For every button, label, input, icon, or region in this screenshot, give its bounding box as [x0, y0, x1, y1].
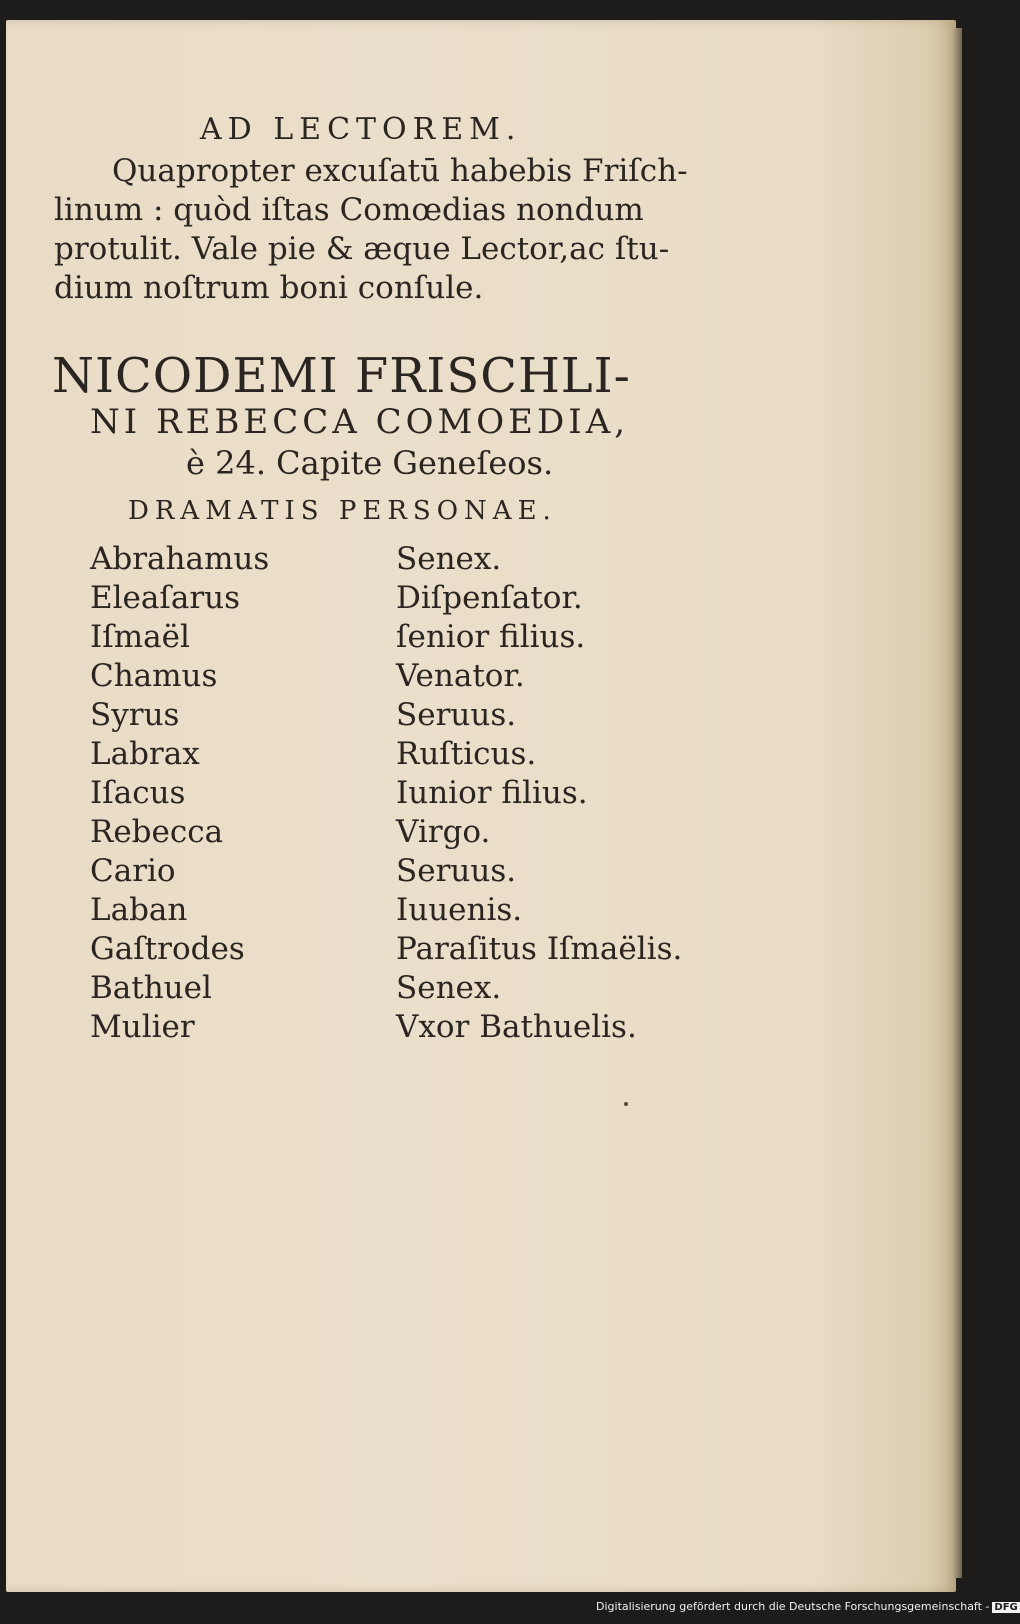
persona-name: Labrax — [90, 736, 200, 772]
persona-role: Seruus. — [396, 697, 517, 733]
dramatis-personae-heading: DRAMATIS PERSONAE. — [128, 496, 557, 526]
play-subtitle: NI REBECCA COMOEDIA, — [90, 402, 630, 442]
persona-role: Paraſitus Iſmaëlis. — [396, 931, 683, 967]
preface-paragraph — [54, 152, 688, 308]
persona-row — [90, 930, 690, 969]
persona-role: Virgo. — [396, 814, 491, 850]
persona-row — [90, 696, 690, 735]
persona-name: Chamus — [90, 658, 218, 694]
paragraph-line: Quapropter excuſatū habebis Friſch- — [112, 153, 688, 189]
persona-name: Abrahamus — [90, 541, 270, 577]
persona-role: Iunior filius. — [396, 775, 588, 811]
persona-row — [90, 579, 690, 618]
persona-name: Rebecca — [90, 814, 224, 850]
persona-name: Gaſtrodes — [90, 931, 245, 967]
dramatis-personae-list — [90, 540, 690, 1047]
persona-role: Ruſticus. — [396, 736, 537, 772]
play-title: NICODEMI FRISCHLI- — [52, 348, 631, 404]
paragraph-line: dium noſtrum boni conſule. — [54, 270, 484, 306]
persona-row — [90, 657, 690, 696]
paragraph-line: linum : quòd iſtas Comœdias nondum — [54, 192, 644, 228]
persona-row — [90, 891, 690, 930]
page-edge — [952, 28, 962, 1578]
persona-name: Iſmaël — [90, 619, 190, 655]
section-heading: AD LECTOREM. — [200, 112, 522, 147]
persona-row — [90, 969, 690, 1008]
footer-text: Digitalisierung gefördert durch die Deutsche Forschungsgemeinschaft - — [596, 1600, 990, 1613]
persona-name: Cario — [90, 853, 176, 889]
persona-row — [90, 618, 690, 657]
persona-row — [90, 852, 690, 891]
source-line: è 24. Capite Geneſeos. — [186, 444, 554, 482]
persona-name: Mulier — [90, 1009, 195, 1045]
persona-role: Senex. — [396, 970, 502, 1006]
paragraph-line: protulit. Vale pie & æque Lector,ac ſtu- — [54, 231, 670, 267]
persona-name: Syrus — [90, 697, 180, 733]
persona-row — [90, 735, 690, 774]
persona-role: Diſpenſator. — [396, 580, 583, 616]
persona-role: Iuuenis. — [396, 892, 523, 928]
dfg-logo: DFG — [994, 1602, 1018, 1613]
persona-role: Vxor Bathuelis. — [396, 1009, 637, 1045]
persona-role: Senex. — [396, 541, 502, 577]
persona-row — [90, 813, 690, 852]
ink-speck — [624, 1102, 628, 1106]
persona-row — [90, 1008, 690, 1047]
persona-name: Eleaſarus — [90, 580, 241, 616]
persona-role: ſenior filius. — [396, 619, 586, 655]
persona-role: Venator. — [396, 658, 525, 694]
persona-row — [90, 540, 690, 579]
persona-name: Iſacus — [90, 775, 186, 811]
persona-name: Laban — [90, 892, 188, 928]
persona-name: Bathuel — [90, 970, 212, 1006]
digitization-footer — [596, 1600, 1020, 1613]
persona-row — [90, 774, 690, 813]
persona-role: Seruus. — [396, 853, 517, 889]
